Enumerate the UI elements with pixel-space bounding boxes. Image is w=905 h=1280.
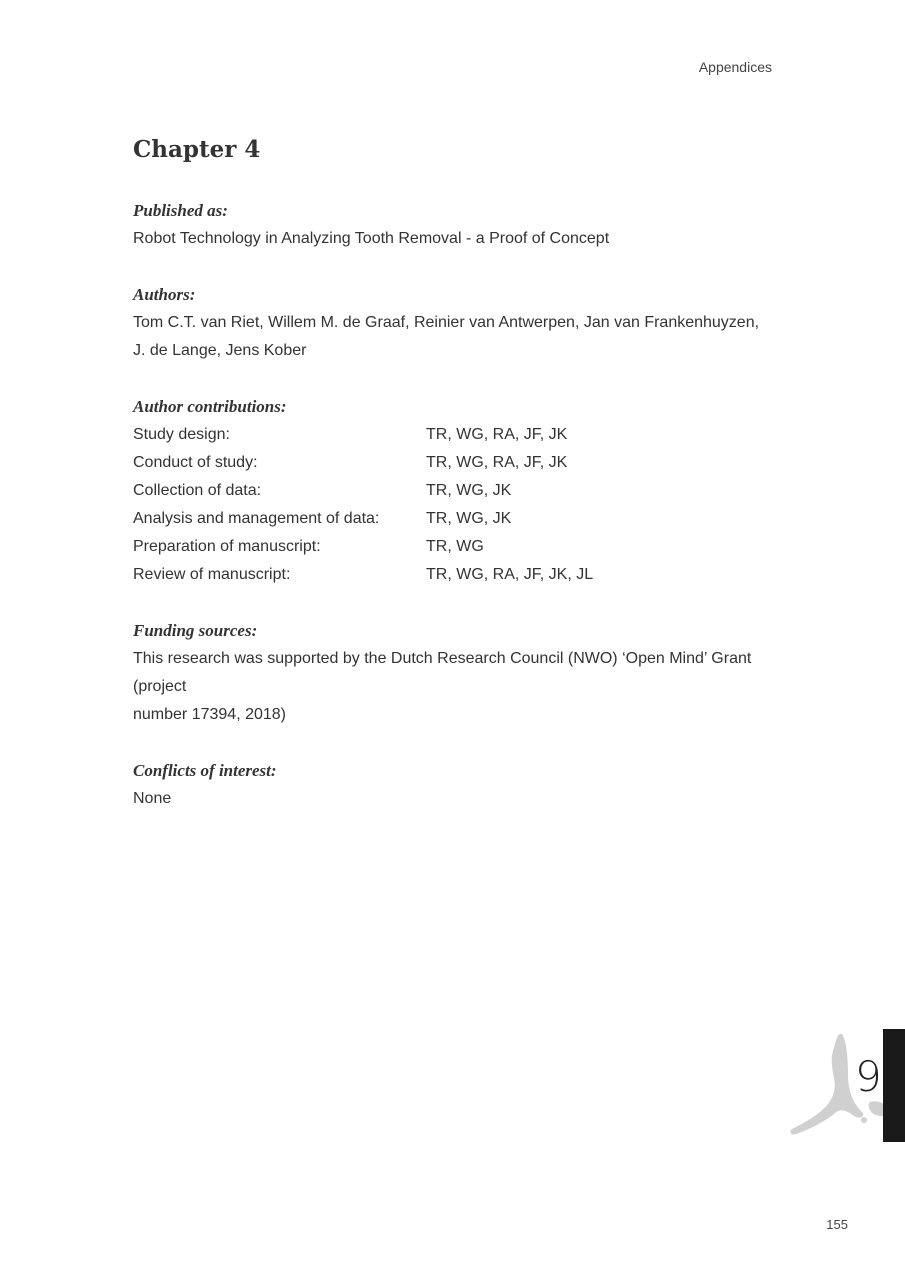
funding-line: number 17394, 2018) [133, 706, 286, 723]
contribution-authors: TR, WG, RA, JF, JK, JL [426, 566, 594, 583]
chapter-tab [883, 1029, 905, 1142]
funding-label: Funding sources: [133, 621, 258, 640]
contribution-role: Conduct of study: [133, 454, 258, 471]
running-header: Appendices [698, 59, 772, 75]
contribution-authors: TR, WG, JK [426, 510, 512, 527]
authors-section [133, 281, 793, 365]
table-row [133, 449, 593, 477]
published-title: Robot Technology in Analyzing Tooth Removal - a Proof of Concept [133, 230, 610, 247]
chapter-title: Chapter 4 [133, 136, 261, 163]
contribution-authors: TR, WG, RA, JF, JK [426, 454, 568, 471]
funding-line: (project [133, 678, 187, 695]
contribution-role: Preparation of manuscript: [133, 538, 321, 555]
contribution-authors: TR, WG [426, 538, 484, 555]
conflicts-text: None [133, 790, 172, 807]
table-row [133, 533, 593, 561]
table-row [133, 421, 593, 449]
table-row [133, 561, 593, 589]
published-section [133, 197, 793, 253]
contributions-label: Author contributions: [133, 397, 287, 416]
chapter-tab-number: 9 [855, 1052, 882, 1101]
funding-section [133, 617, 793, 729]
table-row [133, 505, 593, 533]
conflicts-section [133, 757, 793, 813]
published-label: Published as: [133, 201, 228, 220]
conflicts-label: Conflicts of interest: [133, 761, 277, 780]
authors-line: Tom C.T. van Riet, Willem M. de Graaf, Reinier van Antwerpen, Jan van Frankenhuyzen, [133, 314, 760, 331]
contribution-role: Analysis and management of data: [133, 510, 380, 527]
funding-line: This research was supported by the Dutch Research Council (NWO) ‘Open Mind’ Grant [133, 650, 752, 667]
page-content [133, 133, 793, 841]
table-row [133, 477, 593, 505]
contribution-authors: TR, WG, JK [426, 482, 512, 499]
authors-line: J. de Lange, Jens Kober [133, 342, 307, 359]
contribution-authors: TR, WG, RA, JF, JK [426, 426, 568, 443]
page-number: 155 [826, 1217, 848, 1232]
contribution-role: Collection of data: [133, 482, 262, 499]
contribution-role: Study design: [133, 426, 230, 443]
contributions-table [133, 421, 593, 589]
authors-label: Authors: [133, 285, 196, 304]
contributions-section [133, 393, 793, 589]
contribution-role: Review of manuscript: [133, 566, 291, 583]
